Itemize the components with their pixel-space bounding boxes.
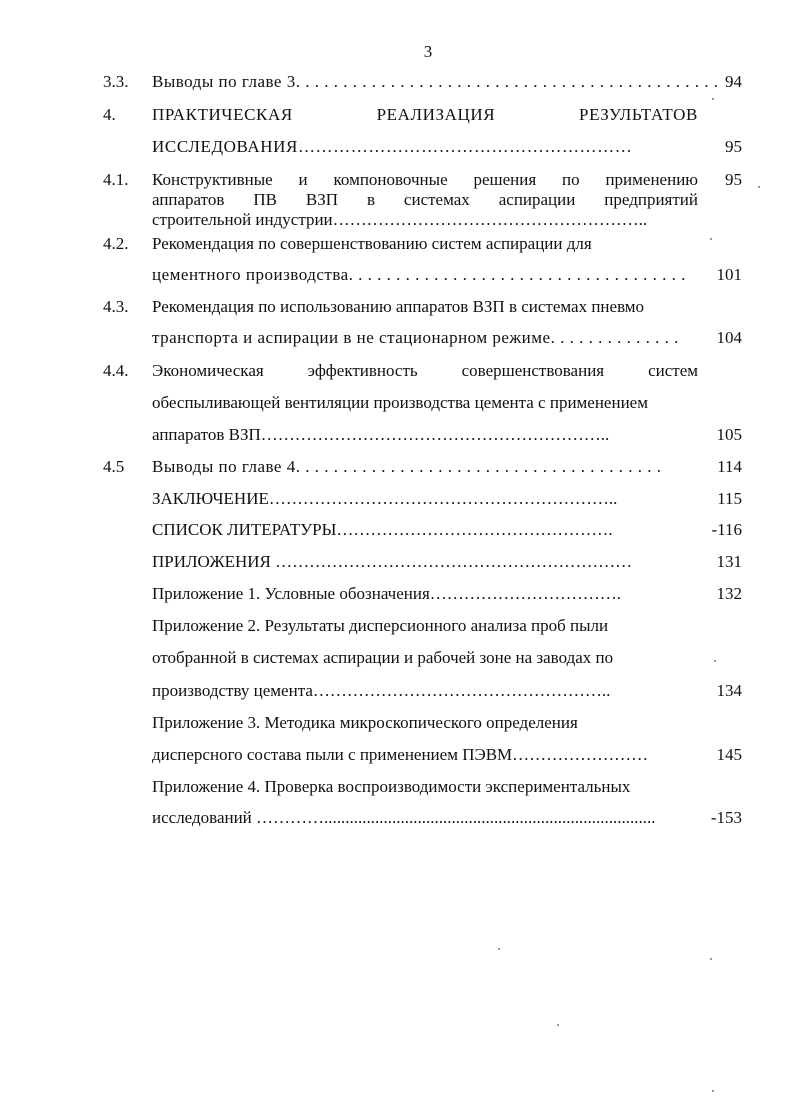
entry-page: 104 bbox=[716, 328, 742, 347]
scan-speck bbox=[712, 1090, 714, 1092]
entry-number: 4. bbox=[103, 105, 116, 124]
entry-title bbox=[152, 105, 698, 125]
appendix-entry-continued: дисперсного состава пыли с применением ПЭВМ…………………… bbox=[152, 745, 649, 764]
page-number: 3 bbox=[423, 42, 433, 61]
title-word: ПРАКТИЧЕСКАЯ bbox=[152, 105, 293, 124]
entry-number: 3.3. bbox=[103, 72, 129, 91]
scan-speck bbox=[557, 1024, 559, 1026]
literature-title: СПИСОК ЛИТЕРАТУРЫ…………………………………………. bbox=[152, 520, 613, 539]
entry-number: 4.5 bbox=[103, 457, 125, 476]
appendix-entry-continued: исследований ………….............................................................................. bbox=[152, 808, 656, 827]
entry-title-continued: транспорта и аспирации в не стационарном режиме. . . . . . . . . . . . . . bbox=[152, 328, 679, 347]
entry-title-continued: цементного производства. . . . . . . . . . . . . . . . . . . . . . . . . . . . . . . . . . . . bbox=[152, 265, 686, 284]
entry-title-continued: ИССЛЕДОВАНИЯ………………………………………………… bbox=[152, 137, 633, 156]
entry-page: 145 bbox=[716, 745, 742, 764]
entry-title-continued: аппаратов ПВ ВЗП в системах аспирации предприятий bbox=[152, 190, 698, 209]
entry-page: 114 bbox=[717, 457, 742, 476]
scan-speck bbox=[498, 948, 500, 950]
title-word: РЕЗУЛЬТАТОВ bbox=[579, 105, 698, 124]
appendix-entry-continued: отобранной в системах аспирации и рабочей зоне на заводах по bbox=[152, 648, 614, 667]
appendix-entry: Приложение 1. Условные обозначения……………………………. bbox=[152, 584, 622, 603]
scan-speck bbox=[714, 660, 716, 662]
entry-page: -153 bbox=[710, 808, 742, 827]
entry-page: 132 bbox=[716, 584, 742, 603]
scan-speck bbox=[712, 98, 714, 100]
entry-title: Выводы по главе 4. . . . . . . . . . . . . . . . . . . . . . . . . . . . . . . . . . . . . . . bbox=[152, 457, 662, 476]
entry-title: Рекомендация по совершенствованию систем аспирации для bbox=[152, 234, 592, 253]
entry-page: -116 bbox=[711, 520, 742, 539]
entry-page: 95 bbox=[725, 137, 742, 156]
entry-number: 4.1. bbox=[103, 170, 129, 189]
entry-page: 105 bbox=[716, 425, 742, 444]
scan-speck bbox=[710, 958, 712, 960]
entry-title: Конструктивные и компоновочные решения по применению bbox=[152, 170, 698, 189]
appendix-entry: Приложение 2. Результаты дисперсионного анализа проб пыли bbox=[152, 616, 609, 635]
scan-speck bbox=[710, 238, 712, 240]
entry-page: 94 bbox=[725, 72, 742, 91]
entry-title: Рекомендация по использованию аппаратов ВЗП в системах пневмо bbox=[152, 297, 645, 316]
entry-page: 134 bbox=[716, 681, 742, 700]
entry-page: 131 bbox=[716, 552, 742, 571]
entry-page: 95 bbox=[725, 170, 742, 189]
entry-title: Выводы по главе 3. . . . . . . . . . . . . . . . . . . . . . . . . . . . . . . . . . . . . . . . . . . . . bbox=[152, 72, 719, 91]
entry-title: Экономическая эффективность совершенствования систем bbox=[152, 361, 698, 380]
scan-speck bbox=[758, 186, 760, 188]
appendices-title: ПРИЛОЖЕНИЯ ……………………………………………………… bbox=[152, 552, 633, 571]
appendix-entry: Приложение 3. Методика микроскопического определения bbox=[152, 713, 578, 732]
conclusion-title: ЗАКЛЮЧЕНИЕ…………………………………………………….. bbox=[152, 489, 618, 508]
title-word: РЕАЛИЗАЦИЯ bbox=[376, 105, 496, 124]
appendix-entry: Приложение 4. Проверка воспроизводимости экспериментальных bbox=[152, 777, 631, 796]
entry-page: 101 bbox=[716, 265, 742, 284]
entry-number: 4.4. bbox=[103, 361, 129, 380]
entry-number: 4.3. bbox=[103, 297, 129, 316]
entry-title-continued: обеспыливающей вентиляции производства цемента с применением bbox=[152, 393, 648, 412]
entry-number: 4.2. bbox=[103, 234, 129, 253]
appendix-entry-continued: производству цемента…………………………………………….. bbox=[152, 681, 611, 700]
entry-title-continued: строительной индустрии……………………………………………….. bbox=[152, 210, 648, 229]
entry-page: 115 bbox=[717, 489, 742, 508]
entry-title-continued: аппаратов ВЗП…………………………………………………….. bbox=[152, 425, 610, 444]
